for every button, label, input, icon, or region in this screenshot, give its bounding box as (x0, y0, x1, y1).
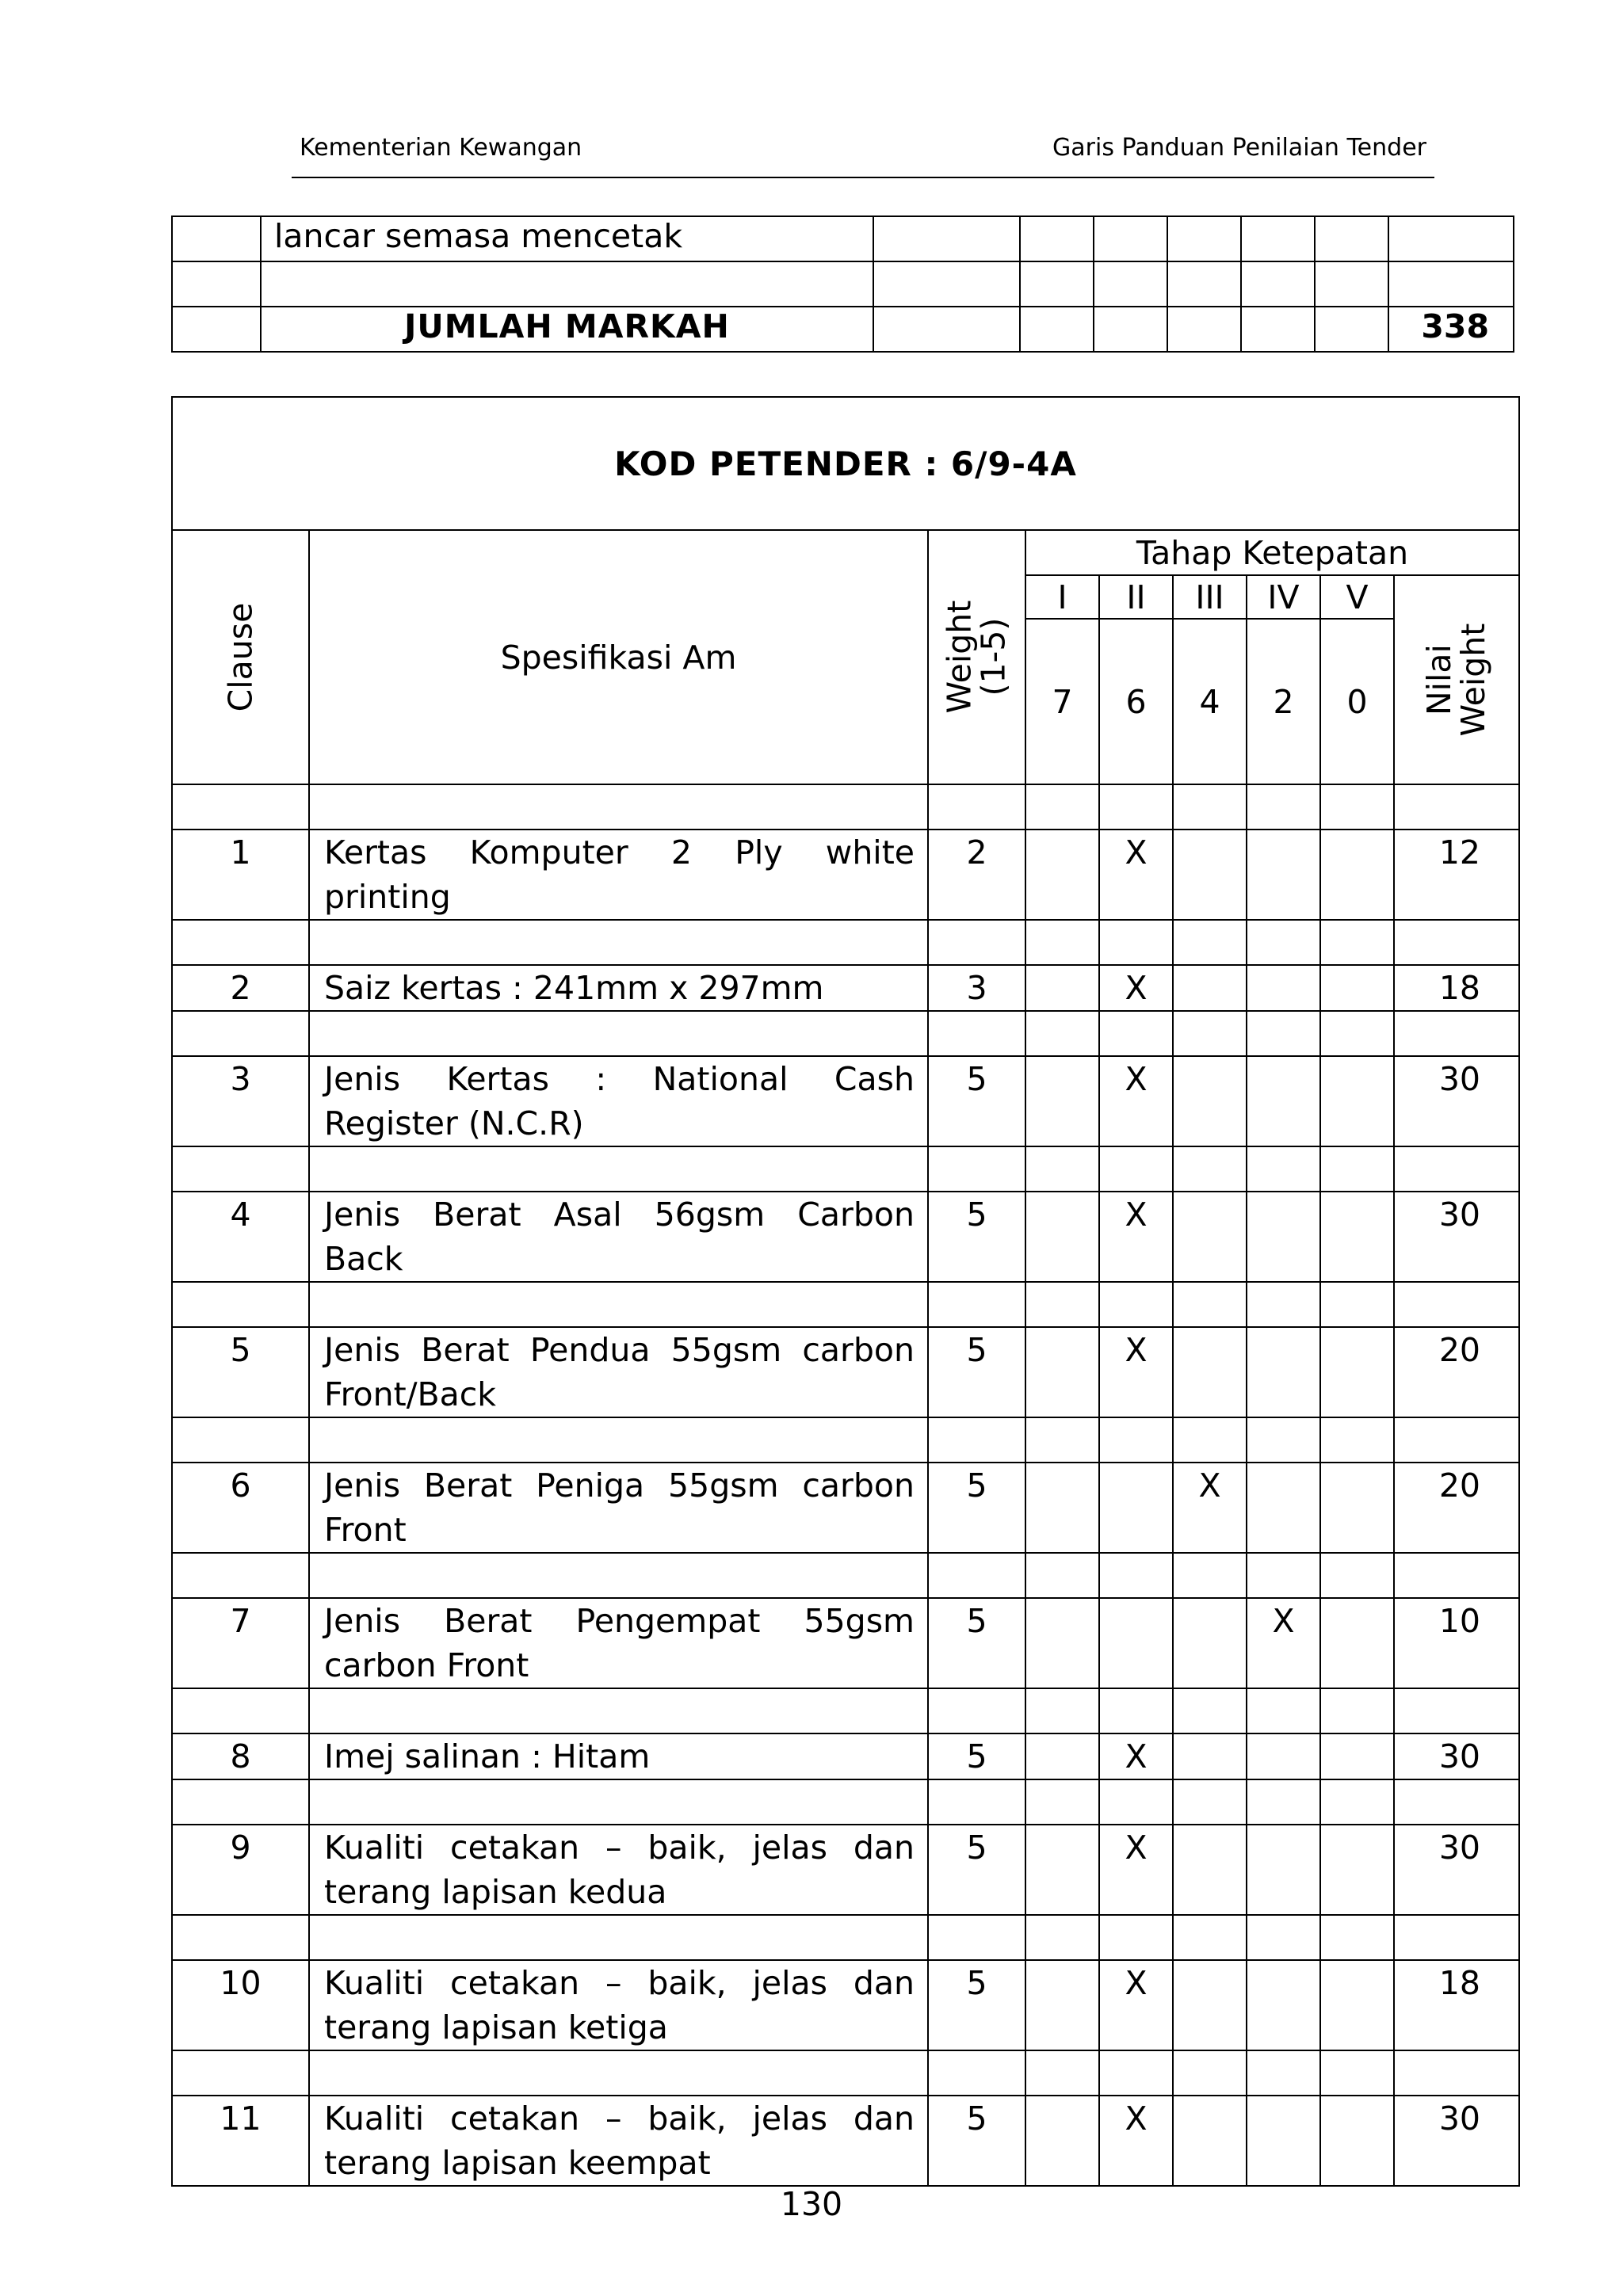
clause-number: 9 (172, 1825, 309, 1915)
level-mark-cell (1173, 1825, 1247, 1915)
table-row (172, 1327, 1519, 1417)
table-row (172, 1192, 1519, 1282)
level-mark-cell (1173, 1056, 1247, 1146)
level-mark-cell (1099, 1463, 1173, 1553)
clause-rows (172, 784, 1519, 2186)
tahap-ketepatan-header: Tahap Ketepatan (1025, 530, 1519, 575)
clause-number: 7 (172, 1598, 309, 1688)
level-mark-cell (1025, 1056, 1099, 1146)
table-row (172, 1056, 1519, 1146)
continued-spec-text: lancar semasa mencetak (261, 216, 873, 261)
weight-value: 5 (928, 1825, 1025, 1915)
evaluation-table (171, 396, 1520, 2187)
nilai-value: 30 (1394, 1192, 1519, 1282)
table-row (172, 216, 1514, 261)
spec-text: Jenis Berat Asal 56gsm Carbon Back (309, 1192, 928, 1282)
weight-value: 5 (928, 1960, 1025, 2050)
level-mark-cell (1320, 965, 1394, 1011)
level-V: V (1320, 575, 1394, 619)
level-mark-cell (1320, 2096, 1394, 2186)
spacer-row (172, 1282, 1519, 1327)
spec-text: Jenis Berat Pengempat 55gsm carbon Front (309, 1598, 928, 1688)
level-mark-cell (1247, 1192, 1320, 1282)
spec-text: Jenis Berat Pendua 55gsm carbon Front/Back (309, 1327, 928, 1417)
level-mark-cell (1320, 1960, 1394, 2050)
level-mark-cell (1247, 1960, 1320, 2050)
level-mark-cell (1173, 1733, 1247, 1779)
level-mark-cell (1320, 1825, 1394, 1915)
table-row (172, 1960, 1519, 2050)
nilai-value: 30 (1394, 1056, 1519, 1146)
level-mark-cell (1320, 1327, 1394, 1417)
total-value: 338 (1388, 307, 1514, 352)
level-mark-cell (1025, 1192, 1099, 1282)
nilai-value: 30 (1394, 1825, 1519, 1915)
nilai-value: 20 (1394, 1463, 1519, 1553)
level-mark-cell (1320, 1192, 1394, 1282)
spec-text: Imej salinan : Hitam (309, 1733, 928, 1779)
weight-value: 5 (928, 1192, 1025, 1282)
table-row (172, 1733, 1519, 1779)
spec-text: Jenis Berat Peniga 55gsm carbon Front (309, 1463, 928, 1553)
table-row (172, 261, 1514, 307)
level-mark-cell (1320, 1463, 1394, 1553)
level-mark-cell: X (1173, 1463, 1247, 1553)
weight-header: Weight (1-5) (928, 530, 1025, 784)
clause-number: 2 (172, 965, 309, 1011)
spacer-row (172, 920, 1519, 965)
clause-number: 3 (172, 1056, 309, 1146)
level-mark-cell (1025, 1960, 1099, 2050)
level-I: I (1025, 575, 1099, 619)
level-mark-cell (1320, 1733, 1394, 1779)
clause-number: 1 (172, 830, 309, 920)
table-row (172, 1463, 1519, 1553)
spacer-row (172, 1553, 1519, 1598)
total-row (172, 307, 1514, 352)
level-mark-cell (1025, 1463, 1099, 1553)
score-4: 4 (1173, 619, 1247, 784)
level-mark-cell (1173, 2096, 1247, 2186)
weight-value: 5 (928, 1056, 1025, 1146)
level-mark-cell: X (1099, 1733, 1173, 1779)
level-mark-cell (1025, 2096, 1099, 2186)
level-mark-cell: X (1099, 965, 1173, 1011)
level-mark-cell (1247, 1733, 1320, 1779)
level-mark-cell (1247, 1056, 1320, 1146)
level-mark-cell (1247, 965, 1320, 1011)
level-mark-cell (1247, 830, 1320, 920)
spacer-row (172, 1417, 1519, 1463)
clause-number: 8 (172, 1733, 309, 1779)
level-mark-cell (1099, 1598, 1173, 1688)
header-guide-title: Garis Panduan Penilaian Tender (1052, 134, 1426, 162)
table-row (172, 2096, 1519, 2186)
table-row (172, 1598, 1519, 1688)
header-ministry: Kementerian Kewangan (300, 134, 582, 162)
table-row (172, 965, 1519, 1011)
level-mark-cell (1320, 830, 1394, 920)
weight-value: 5 (928, 1327, 1025, 1417)
score-0: 0 (1320, 619, 1394, 784)
level-mark-cell: X (1099, 2096, 1173, 2186)
nilai-value: 18 (1394, 965, 1519, 1011)
level-mark-cell: X (1099, 1327, 1173, 1417)
spacer-row (172, 784, 1519, 830)
spacer-row (172, 1688, 1519, 1733)
level-mark-cell (1025, 1733, 1099, 1779)
spec-text: Kualiti cetakan – baik, jelas dan terang lapisan kedua (309, 1825, 928, 1915)
weight-value: 5 (928, 1463, 1025, 1553)
spacer-row (172, 1011, 1519, 1056)
spec-text: Kualiti cetakan – baik, jelas dan terang lapisan ketiga (309, 1960, 928, 2050)
clause-number: 6 (172, 1463, 309, 1553)
nilai-value: 10 (1394, 1598, 1519, 1688)
nilai-weight-header: Nilai Weight (1394, 575, 1519, 784)
level-mark-cell (1173, 1327, 1247, 1417)
level-mark-cell (1247, 1327, 1320, 1417)
level-mark-cell: X (1099, 830, 1173, 920)
level-mark-cell (1247, 1463, 1320, 1553)
level-mark-cell (1320, 1598, 1394, 1688)
weight-value: 5 (928, 2096, 1025, 2186)
level-mark-cell: X (1099, 1825, 1173, 1915)
level-mark-cell (1025, 1825, 1099, 1915)
weight-value: 2 (928, 830, 1025, 920)
spacer-row (172, 1146, 1519, 1192)
spec-header: Spesifikasi Am (309, 530, 928, 784)
level-mark-cell (1173, 1960, 1247, 2050)
level-mark-cell (1247, 1825, 1320, 1915)
score-7: 7 (1025, 619, 1099, 784)
level-mark-cell (1173, 1192, 1247, 1282)
spec-text: Kertas Komputer 2 Ply white printing (309, 830, 928, 920)
nilai-value: 20 (1394, 1327, 1519, 1417)
weight-value: 5 (928, 1733, 1025, 1779)
spec-text: Saiz kertas : 241mm x 297mm (309, 965, 928, 1011)
level-mark-cell (1173, 1598, 1247, 1688)
nilai-value: 30 (1394, 2096, 1519, 2186)
level-mark-cell: X (1099, 1056, 1173, 1146)
spec-text: Kualiti cetakan – baik, jelas dan terang lapisan keempat (309, 2096, 928, 2186)
clause-number: 4 (172, 1192, 309, 1282)
clause-number: 11 (172, 2096, 309, 2186)
total-label: JUMLAH MARKAH (261, 307, 873, 352)
level-II: II (1099, 575, 1173, 619)
previous-table-end (171, 215, 1514, 353)
table-row (172, 1825, 1519, 1915)
level-mark-cell (1173, 965, 1247, 1011)
level-mark-cell (1025, 1598, 1099, 1688)
level-IV: IV (1247, 575, 1320, 619)
clause-number: 5 (172, 1327, 309, 1417)
level-mark-cell (1025, 830, 1099, 920)
nilai-value: 30 (1394, 1733, 1519, 1779)
page-number: 130 (780, 2185, 843, 2223)
spacer-row (172, 1779, 1519, 1825)
score-2: 2 (1247, 619, 1320, 784)
nilai-value: 18 (1394, 1960, 1519, 2050)
level-mark-cell: X (1247, 1598, 1320, 1688)
score-6: 6 (1099, 619, 1173, 784)
clause-number: 10 (172, 1960, 309, 2050)
nilai-value: 12 (1394, 830, 1519, 920)
level-mark-cell (1025, 1327, 1099, 1417)
spacer-row (172, 2050, 1519, 2096)
page-header (292, 131, 1434, 178)
spec-text: Jenis Kertas : National Cash Register (N.C.R) (309, 1056, 928, 1146)
level-mark-cell (1320, 1056, 1394, 1146)
weight-value: 3 (928, 965, 1025, 1011)
level-mark-cell (1247, 2096, 1320, 2186)
spacer-row (172, 1915, 1519, 1960)
clause-header: Clause (172, 530, 309, 784)
level-III: III (1173, 575, 1247, 619)
level-mark-cell (1025, 965, 1099, 1011)
table-title: KOD PETENDER : 6/9-4A (172, 397, 1519, 530)
level-mark-cell: X (1099, 1192, 1173, 1282)
level-mark-cell (1173, 830, 1247, 920)
weight-value: 5 (928, 1598, 1025, 1688)
level-mark-cell: X (1099, 1960, 1173, 2050)
table-row (172, 830, 1519, 920)
